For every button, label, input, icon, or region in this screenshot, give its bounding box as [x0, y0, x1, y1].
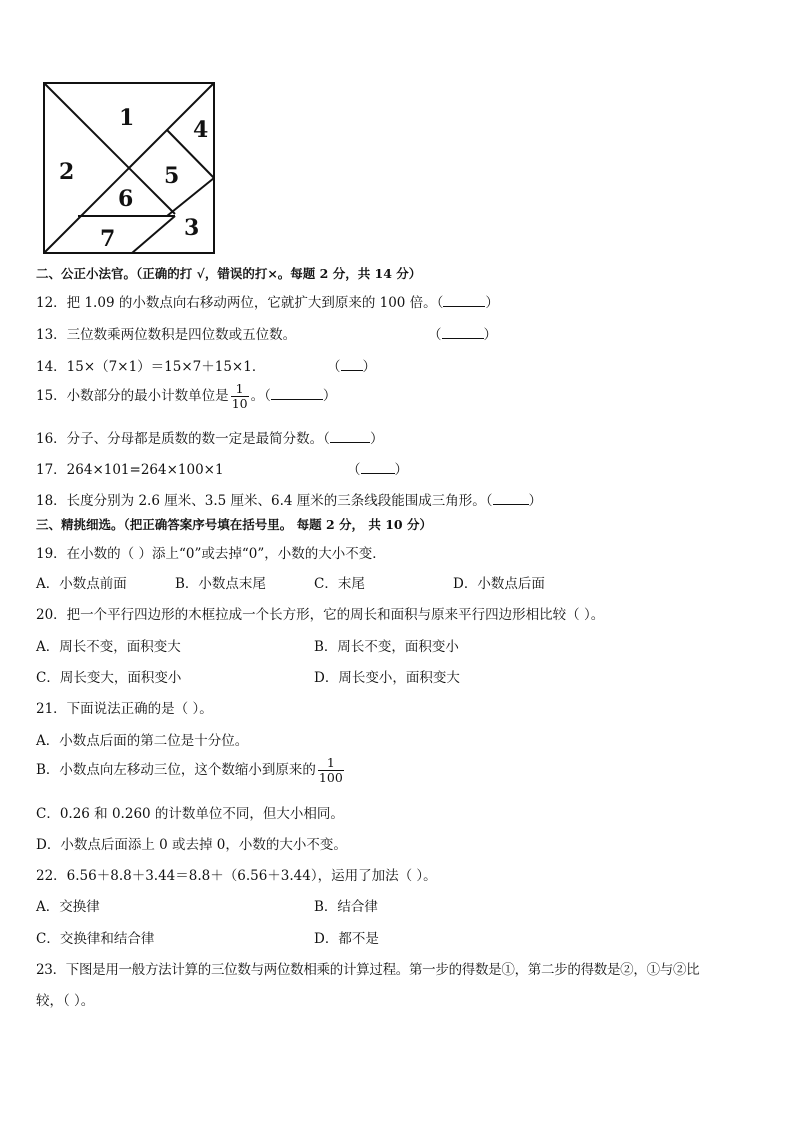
tangram-label-2: 2 [59, 159, 75, 185]
question-21-option-b[interactable] [36, 756, 346, 785]
question-14-open: （ [327, 359, 341, 375]
question-16 [36, 427, 383, 447]
section2-heading: 二、公正小法官。（正确的打 √，错误的打×。每题 2 分，共 14 分） [36, 266, 422, 281]
question-22-option-c[interactable]: C．交换律和结合律 [36, 931, 155, 947]
answer-blank-15[interactable] [271, 386, 323, 400]
question-17-text: 17．264×101=264×100×1 [36, 462, 224, 478]
answer-blank-17[interactable] [361, 460, 395, 474]
question-12 [36, 291, 499, 311]
tangram-label-1: 1 [119, 105, 135, 131]
fraction-one-tenth [231, 382, 249, 411]
answer-blank-14[interactable] [341, 357, 363, 371]
question-13-close: ） [483, 327, 497, 343]
question-13-answer [428, 323, 497, 343]
question-18 [36, 489, 542, 509]
question-17-open: （ [347, 462, 361, 478]
tangram-lower-right-edge [132, 216, 175, 253]
question-23-line2: 较，（ ）。 [36, 993, 95, 1009]
section3-heading: 三、精挑细选。（把正确答案序号填在括号里。 每题 2 分， 共 10 分） [36, 517, 432, 532]
question-21-option-b-text: B．小数点向左移动三位，这个数缩小到原来的 [36, 762, 316, 778]
question-22-option-d[interactable]: D．都不是 [314, 931, 379, 947]
answer-blank-13[interactable] [442, 325, 484, 339]
fraction-denominator: 100 [318, 770, 343, 785]
question-17-close: ） [394, 462, 408, 478]
question-19-option-d[interactable]: D．小数点后面 [453, 576, 545, 592]
question-20-option-d[interactable]: D．周长变小，面积变大 [314, 670, 460, 686]
tangram-lower-left-edge [44, 168, 129, 253]
question-22-stem: 22．6.56＋8.8＋3.44＝8.8＋（6.56＋3.44），运用了加法（ ）。 [36, 868, 437, 884]
question-13 [36, 323, 296, 343]
question-16-text: 16．分子、分母都是质数的数一定是最简分数。（ [36, 431, 330, 447]
question-12-text: 12．把 1.09 的小数点向右移动两位，它就扩大到原来的 100 倍。 [36, 295, 437, 311]
question-12-open: （ [436, 295, 444, 311]
question-15 [36, 382, 336, 411]
question-17-answer [347, 458, 408, 478]
question-20-option-a[interactable]: A．周长不变，面积变大 [36, 639, 181, 655]
question-14-answer [327, 355, 376, 375]
question-13-open: （ [428, 327, 442, 343]
question-13-text: 13．三位数乘两位数积是四位数或五位数。 [36, 327, 297, 343]
answer-blank-12[interactable] [443, 293, 485, 307]
question-18-text: 18．长度分别为 2.6 厘米、3.5 厘米、6.4 厘米的三条线段能围成三角形。（ [36, 493, 493, 509]
question-22-option-a[interactable]: A．交换律 [36, 899, 100, 915]
question-19-option-a[interactable]: A．小数点前面 [36, 576, 127, 592]
tangram-label-6: 6 [118, 186, 134, 212]
question-15-close: ） [322, 388, 337, 404]
tangram-label-5: 5 [164, 163, 180, 189]
question-20-stem: 20．把一个平行四边形的木框拉成一个长方形，它的周长和面积与原来平行四边形相比较（ ）。 [36, 607, 605, 623]
fraction-numerator: 1 [318, 756, 344, 771]
fraction-numerator: 1 [231, 382, 249, 397]
tangram-label-4: 4 [193, 117, 209, 143]
question-21-option-d[interactable]: D．小数点后面添上 0 或去掉 0，小数的大小不变。 [36, 837, 347, 853]
question-14 [36, 355, 265, 375]
fraction-denominator: 10 [231, 396, 248, 411]
question-21-option-a[interactable]: A．小数点后面的第二位是十分位。 [36, 733, 249, 749]
fraction-one-hundredth [318, 756, 344, 785]
question-15-prefix: 15．小数部分的最小计数单位是 [36, 388, 229, 404]
question-14-close: ） [362, 359, 376, 375]
question-21-stem: 21．下面说法正确的是（ ）。 [36, 701, 213, 717]
answer-blank-18[interactable] [493, 491, 529, 505]
question-22-option-b[interactable]: B．结合律 [314, 899, 378, 915]
question-20-option-b[interactable]: B．周长不变，面积变小 [314, 639, 459, 655]
question-15-suffix: 。（ [250, 388, 271, 404]
question-12-close: ） [485, 295, 499, 311]
question-16-close: ） [369, 431, 384, 447]
tangram-diagonal [44, 83, 175, 214]
question-19-option-c[interactable]: C．末尾 [314, 576, 365, 592]
tangram-label-7: 7 [100, 226, 116, 252]
question-19-option-b[interactable]: B．小数点末尾 [175, 576, 266, 592]
question-14-text: 14．15×（7×1）＝15×7＋15×1． [36, 359, 266, 375]
tangram-figure [43, 82, 217, 256]
question-23-line1: 23．下图是用一般方法计算的三位数与两位数相乘的计算过程。第一步的得数是①，第二步的得数是②，①与②比 [36, 962, 700, 978]
question-18-close: ） [528, 493, 543, 509]
question-20-option-c[interactable]: C．周长变大，面积变小 [36, 670, 182, 686]
tangram-label-3: 3 [184, 215, 200, 241]
question-21-option-c[interactable]: C．0.26 和 0.260 的计数单位不同，但大小相同。 [36, 806, 344, 822]
question-17 [36, 458, 224, 478]
answer-blank-16[interactable] [330, 429, 370, 443]
question-19-stem: 19．在小数的（ ）添上“0”或去掉“0”，小数的大小不变． [36, 546, 386, 562]
